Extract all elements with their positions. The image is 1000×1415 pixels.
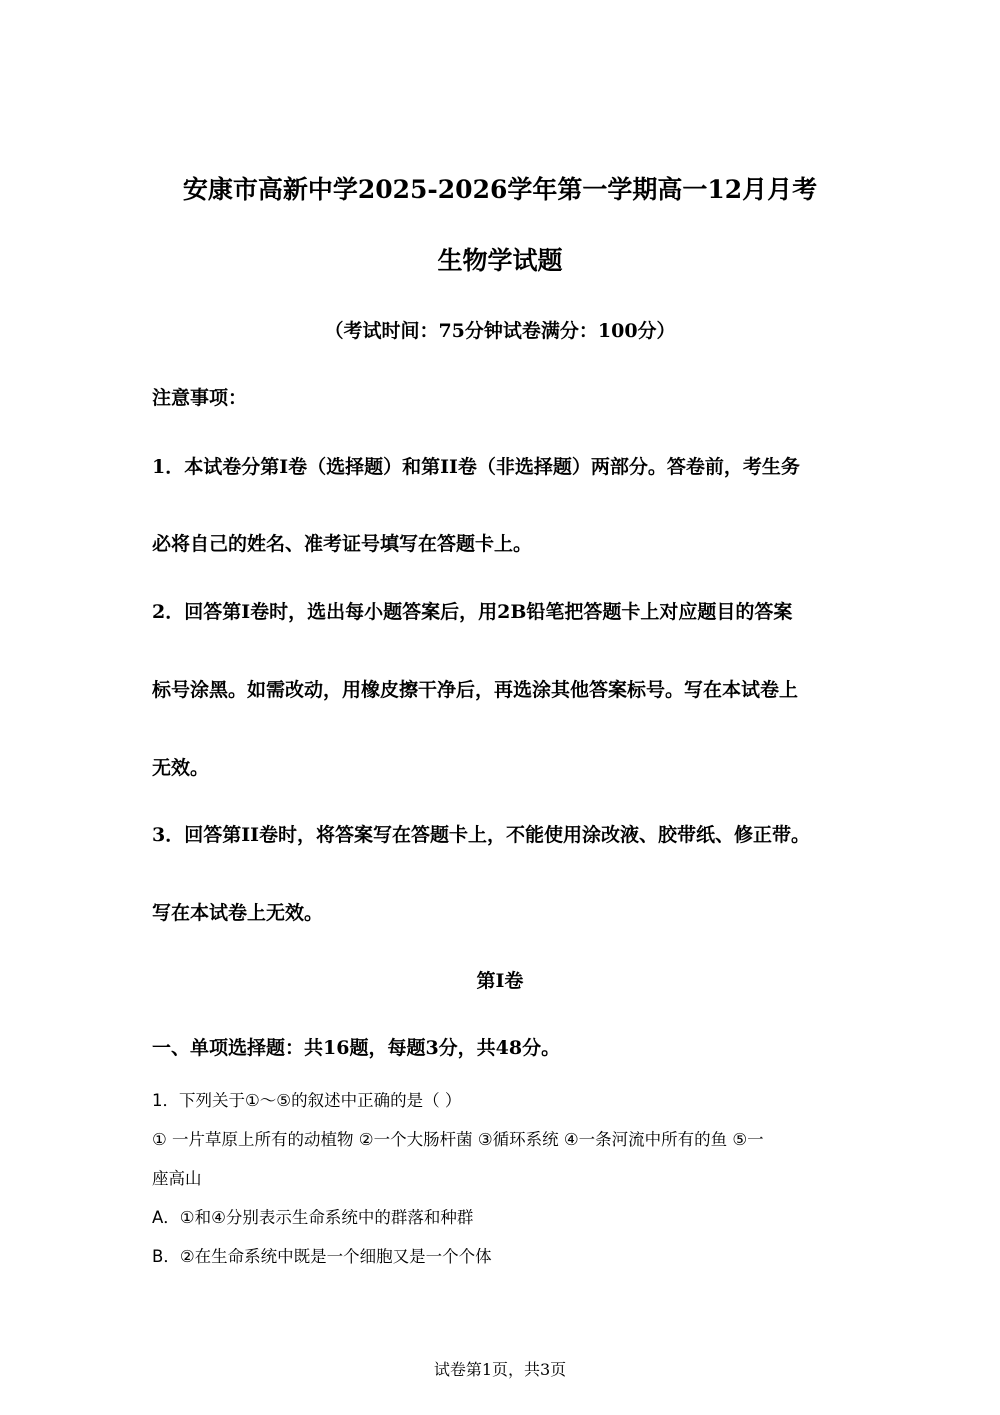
notice-line: 1．本试卷分第I卷（选择题）和第II卷（非选择题）两部分。答卷前，考生务: [152, 456, 800, 478]
exam-info: （考试时间：75分钟试卷满分：100分）: [324, 320, 676, 342]
notice-line: 无效。: [152, 757, 210, 779]
option-b: B．②在生命系统中既是一个细胞又是一个个体: [152, 1247, 492, 1266]
notice-line: 必将自己的姓名、准考证号填写在答题卡上。: [152, 533, 533, 555]
notice-line: 3．回答第II卷时，将答案写在答题卡上，不能使用涂改液、胶带纸、修正带。: [152, 824, 810, 846]
question-items: ① 一片草原上所有的动植物 ②一个大肠杆菌 ③循环系统 ④一条河流中所有的鱼 ⑤一: [152, 1130, 764, 1149]
notice-heading: 注意事项：: [152, 387, 248, 409]
option-a: A．①和④分别表示生命系统中的群落和种群: [152, 1208, 474, 1227]
notice-line: 写在本试卷上无效。: [152, 902, 324, 924]
part-title: 第I卷: [476, 970, 524, 992]
question-items-continued: 座高山: [152, 1169, 202, 1188]
question-stem: 1．下列关于①～⑤的叙述中正确的是（ ）: [152, 1091, 462, 1110]
notice-line: 标号涂黑。如需改动，用橡皮擦干净后，再选涂其他答案标号。写在本试卷上: [152, 679, 799, 701]
notice-line: 2．回答第I卷时，选出每小题答案后，用2B铅笔把答题卡上对应题目的答案: [152, 601, 793, 623]
exam-subject-title: 生物学试题: [437, 246, 563, 275]
section-heading: 一、单项选择题：共16题，每题3分，共48分。: [152, 1037, 561, 1059]
page-footer: 试卷第1页，共3页: [433, 1360, 567, 1379]
exam-title: 安康市高新中学2025-2026学年第一学期高一12月月考: [182, 175, 818, 204]
